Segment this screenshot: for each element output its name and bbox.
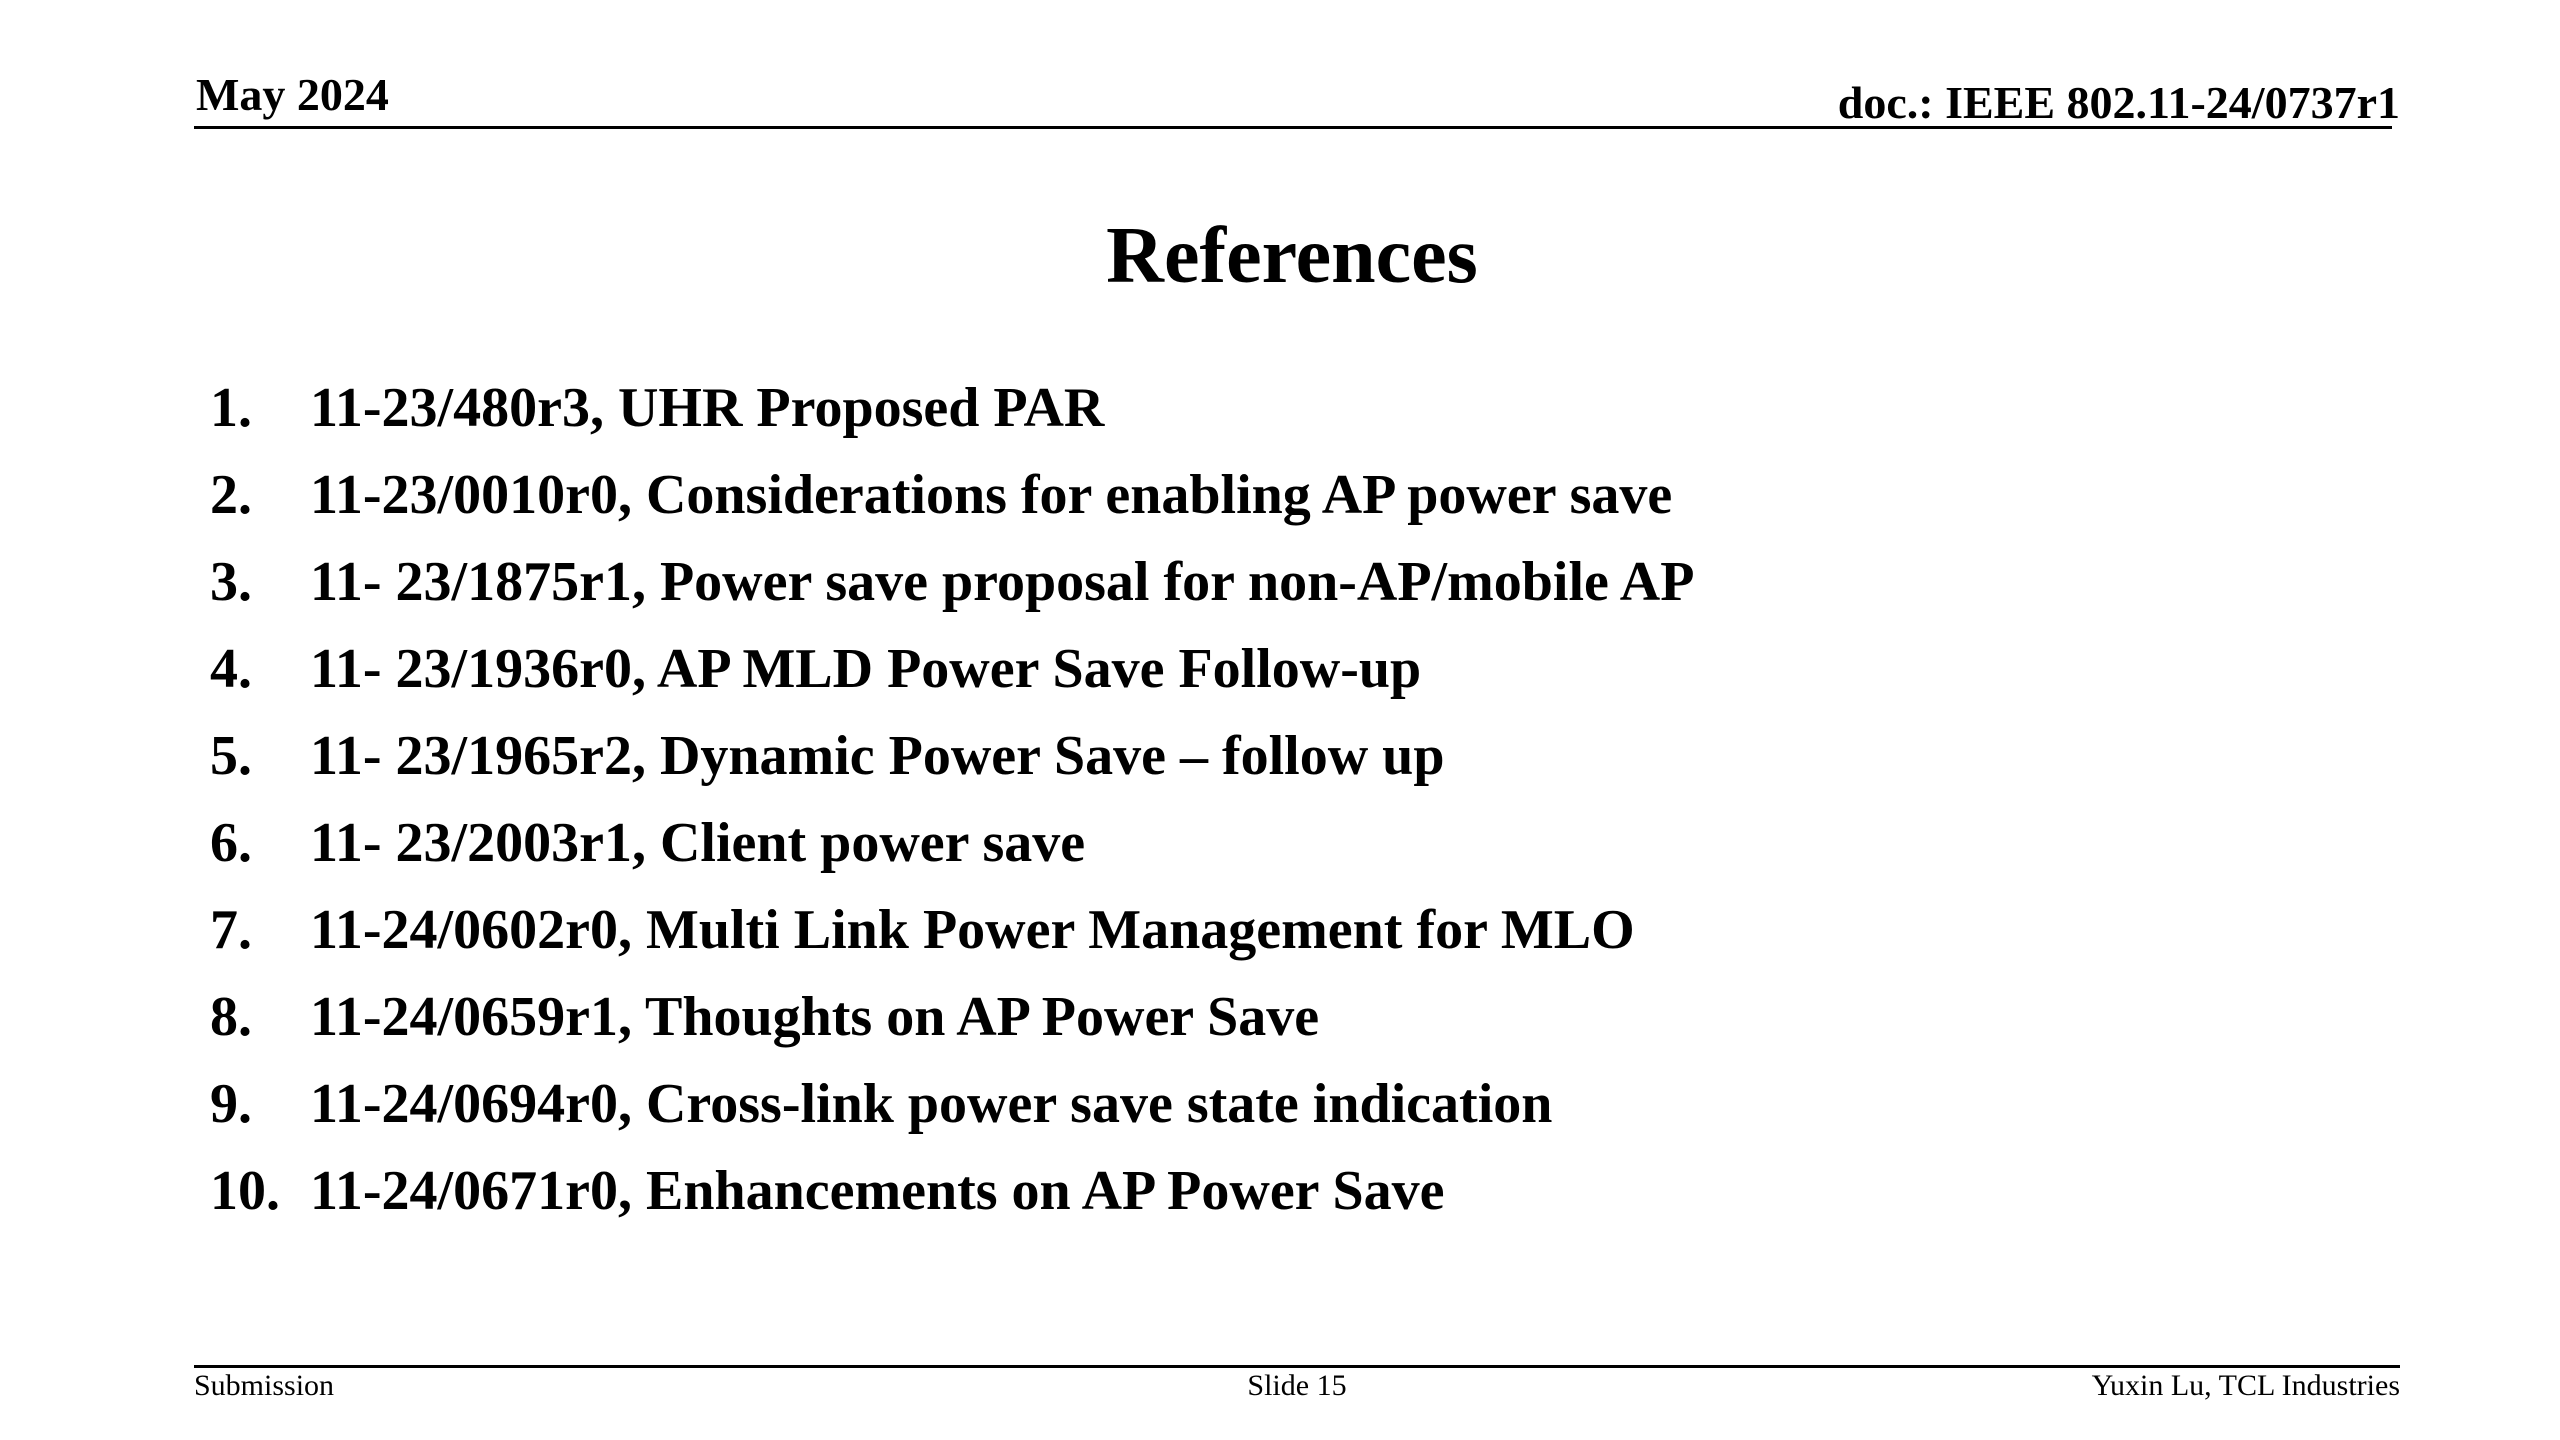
reference-text: 11-23/480r3, UHR Proposed PAR bbox=[310, 377, 1105, 439]
reference-number: 6. bbox=[210, 812, 252, 874]
reference-item bbox=[210, 377, 1694, 467]
reference-item bbox=[210, 638, 1694, 728]
header-divider bbox=[194, 126, 2392, 129]
slide-title: References bbox=[1106, 212, 1478, 300]
header-date: May 2024 bbox=[196, 69, 389, 120]
reference-text: 11- 23/1875r1, Power save proposal for non-AP/mobile AP bbox=[310, 551, 1695, 613]
reference-number: 5. bbox=[210, 725, 252, 787]
reference-number: 2. bbox=[210, 464, 252, 526]
reference-item bbox=[210, 725, 1694, 815]
reference-text: 11-24/0659r1, Thoughts on AP Power Save bbox=[310, 986, 1320, 1048]
reference-number: 10. bbox=[210, 1160, 280, 1222]
reference-text: 11- 23/1965r2, Dynamic Power Save – follow up bbox=[310, 725, 1445, 787]
footer-submission: Submission bbox=[194, 1369, 335, 1402]
reference-item bbox=[210, 986, 1694, 1076]
reference-text: 11- 23/1936r0, AP MLD Power Save Follow-up bbox=[310, 638, 1422, 700]
reference-number: 8. bbox=[210, 986, 252, 1048]
reference-text: 11-24/0694r0, Cross-link power save state indication bbox=[310, 1073, 1553, 1135]
reference-item bbox=[210, 899, 1694, 989]
reference-text: 11-23/0010r0, Considerations for enabling AP power save bbox=[310, 464, 1673, 526]
reference-text: 11- 23/2003r1, Client power save bbox=[310, 812, 1086, 874]
header-doc-id: doc.: IEEE 802.11-24/0737r1 bbox=[1837, 77, 2400, 128]
references-list bbox=[210, 377, 1695, 1250]
reference-text: 11-24/0602r0, Multi Link Power Management for MLO bbox=[310, 899, 1635, 961]
reference-number: 1. bbox=[210, 377, 252, 439]
footer-divider bbox=[194, 1365, 2400, 1368]
reference-item bbox=[210, 464, 1694, 554]
reference-item bbox=[210, 1160, 1694, 1250]
reference-text: 11-24/0671r0, Enhancements on AP Power Save bbox=[310, 1160, 1445, 1222]
reference-number: 3. bbox=[210, 551, 252, 613]
reference-item bbox=[210, 812, 1694, 902]
reference-number: 7. bbox=[210, 899, 252, 961]
reference-item bbox=[210, 1073, 1694, 1163]
footer-slide-number: Slide 15 bbox=[1247, 1369, 1347, 1402]
reference-number: 9. bbox=[210, 1073, 252, 1135]
reference-number: 4. bbox=[210, 638, 252, 700]
reference-item bbox=[210, 551, 1695, 641]
footer-author: Yuxin Lu, TCL Industries bbox=[2091, 1369, 2400, 1402]
